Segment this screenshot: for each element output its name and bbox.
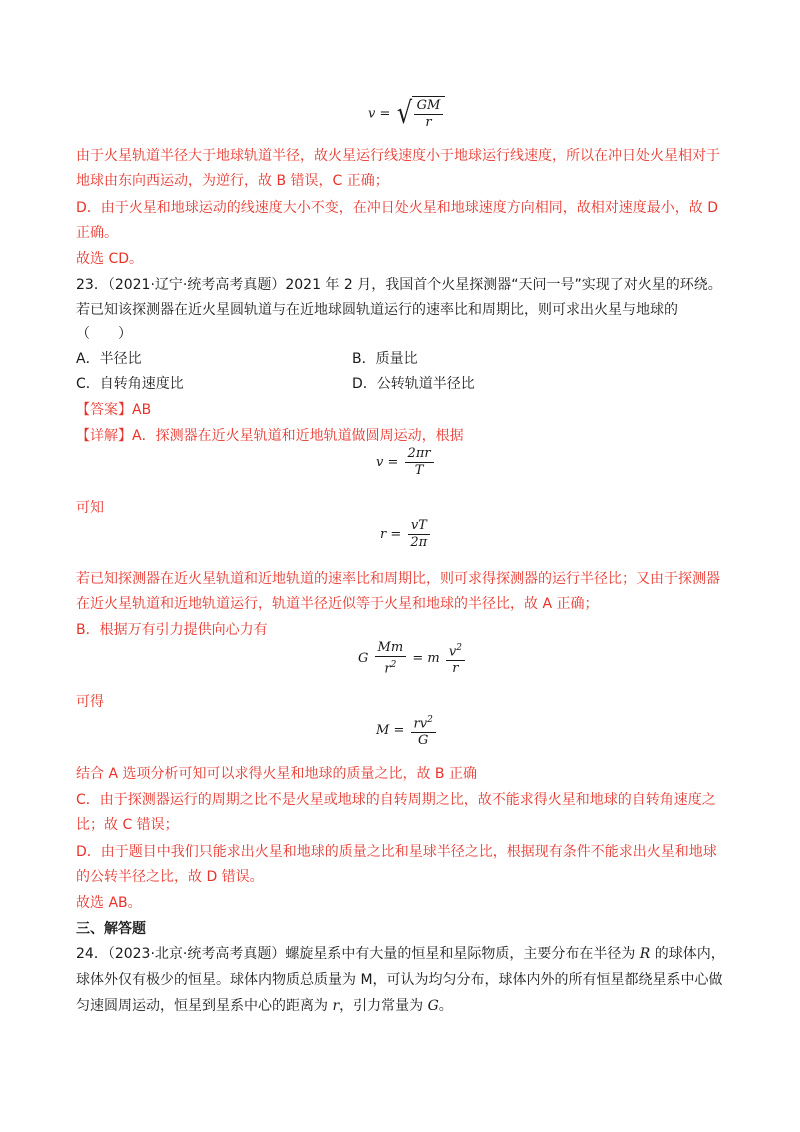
formula-orbital-velocity xyxy=(368,96,445,132)
formula-mass xyxy=(376,712,438,749)
detail-text: 若已知探测器在近火星轨道和近地轨道的速率比和周期比，则可求得探测器的运行半径比；又由于探测器 xyxy=(76,571,720,587)
question-24-stem: 球体外仅有极少的恒星。球体内物质总质量为 M，可认为均匀分布，球体内外的所有恒星都绕星系中心做 xyxy=(76,972,723,988)
detail-text: B．根据万有引力提供向心力有 xyxy=(76,622,268,638)
previous-answer: 故选 CD。 xyxy=(76,251,144,267)
detail-text: C．由于探测器运行的周期之比不是火星或地球的自转周期之比，故不能求得火星和地球的自转角速度之 xyxy=(76,792,716,808)
detail-text: 比；故 C 错误； xyxy=(76,817,179,833)
detail-text: 可知 xyxy=(76,500,104,516)
fraction xyxy=(375,640,407,677)
detail-text: 可得 xyxy=(76,694,104,710)
option-a xyxy=(76,349,142,369)
explanation-line: D．由于火星和地球运动的线速度大小不变，在冲日处火星和地球速度方向相同，故相对速度最小，故 D xyxy=(76,200,719,216)
option-text: 半径比 xyxy=(99,351,142,367)
explanation-line: 正确。 xyxy=(76,225,118,241)
sqrt-symbol xyxy=(395,96,446,132)
question-23-blank: （ ） xyxy=(76,326,132,342)
numerator: vT xyxy=(408,518,430,535)
fraction xyxy=(414,98,444,131)
formula-radius xyxy=(380,518,432,551)
fraction xyxy=(405,446,434,479)
formula-velocity-period xyxy=(376,446,436,479)
formula-lhs: v xyxy=(376,455,384,470)
option-b xyxy=(352,349,418,369)
formula-gravitation xyxy=(358,640,467,677)
formula-equals: = xyxy=(390,527,402,542)
numerator: GM xyxy=(414,98,444,115)
fraction xyxy=(411,712,436,749)
numerator: Mm xyxy=(375,640,407,657)
question-24-stem: 匀速圆周运动，恒星到星系中心的距离为 r，引力常量为 G。 xyxy=(76,998,453,1014)
detail-text: D．由于题目中我们只能求出火星和地球的质量之比和星球半径之比，根据现有条件不能求出火星和地球 xyxy=(76,844,717,860)
denominator: r xyxy=(425,115,432,130)
option-letter: D． xyxy=(352,376,377,392)
option-text: 自转角速度比 xyxy=(99,376,184,392)
option-letter: B． xyxy=(352,351,376,367)
option-c xyxy=(76,374,184,394)
detail-intro: 【详解】A．探测器在近火星轨道和近地轨道做圆周运动，根据 xyxy=(76,428,464,444)
formula-equals: = xyxy=(412,651,424,667)
option-text: 公转轨道半径比 xyxy=(376,376,475,392)
section-title: 三、解答题 xyxy=(76,921,146,937)
detail-answer: 故选 AB。 xyxy=(76,895,142,911)
detail-text: 的公转半径之比，故 D 错误。 xyxy=(76,869,264,885)
formula-equals: = xyxy=(393,723,405,739)
denominator: r xyxy=(452,661,459,677)
question-23-stem: 23．（2021·辽宁·统考高考真题）2021 年 2 月，我国首个火星探测器“天问一号”实现了对火星的环绕。 xyxy=(76,277,722,293)
formula-g: G xyxy=(358,651,369,667)
numerator: 2πr xyxy=(405,446,434,463)
answer-tag: 【答案】AB xyxy=(76,402,152,418)
formula-m: m xyxy=(427,651,440,667)
numerator: $rv^2$ xyxy=(411,712,436,733)
explanation-line: 地球由东向西运动，为逆行，故 B 错误，C 正确； xyxy=(76,173,389,189)
formula-lhs: r xyxy=(380,527,387,542)
explanation-line: 由于火星轨道半径大于地球轨道半径，故火星运行线速度小于地球运行线速度，所以在冲日处火星相对于 xyxy=(76,148,720,164)
denominator: 2π xyxy=(410,535,428,550)
option-d xyxy=(352,374,475,394)
denominator: T xyxy=(414,463,424,478)
detail-text: 结合 A 选项分析可知可以求得火星和地球的质量之比，故 B 正确 xyxy=(76,766,477,782)
formula-equals: = xyxy=(387,455,399,470)
question-24-stem: 24．（2023·北京·统考高考真题）螺旋星系中有大量的恒星和星际物质，主要分布在半径为 R 的球体内， xyxy=(76,946,725,962)
detail-text: 在近火星轨道和近地轨道运行，轨道半径近似等于火星和地球的半径比，故 A 正确； xyxy=(76,596,599,612)
denominator: G xyxy=(417,733,429,749)
question-23-stem: 若已知该探测器在近火星圆轨道与在近地球圆轨道运行的速率比和周期比，则可求出火星与地球的 xyxy=(76,302,678,318)
fraction xyxy=(407,518,430,551)
option-letter: A． xyxy=(76,351,100,367)
option-letter: C． xyxy=(76,376,100,392)
formula-lhs: M xyxy=(376,723,390,739)
numerator: $v^2$ xyxy=(446,640,465,661)
formula-equals: = xyxy=(379,106,391,122)
option-text: 质量比 xyxy=(375,351,418,367)
formula-lhs: v xyxy=(368,106,376,122)
fraction xyxy=(446,640,465,677)
radical-sign: √ xyxy=(396,96,412,131)
denominator: $r^2$ xyxy=(384,660,397,677)
